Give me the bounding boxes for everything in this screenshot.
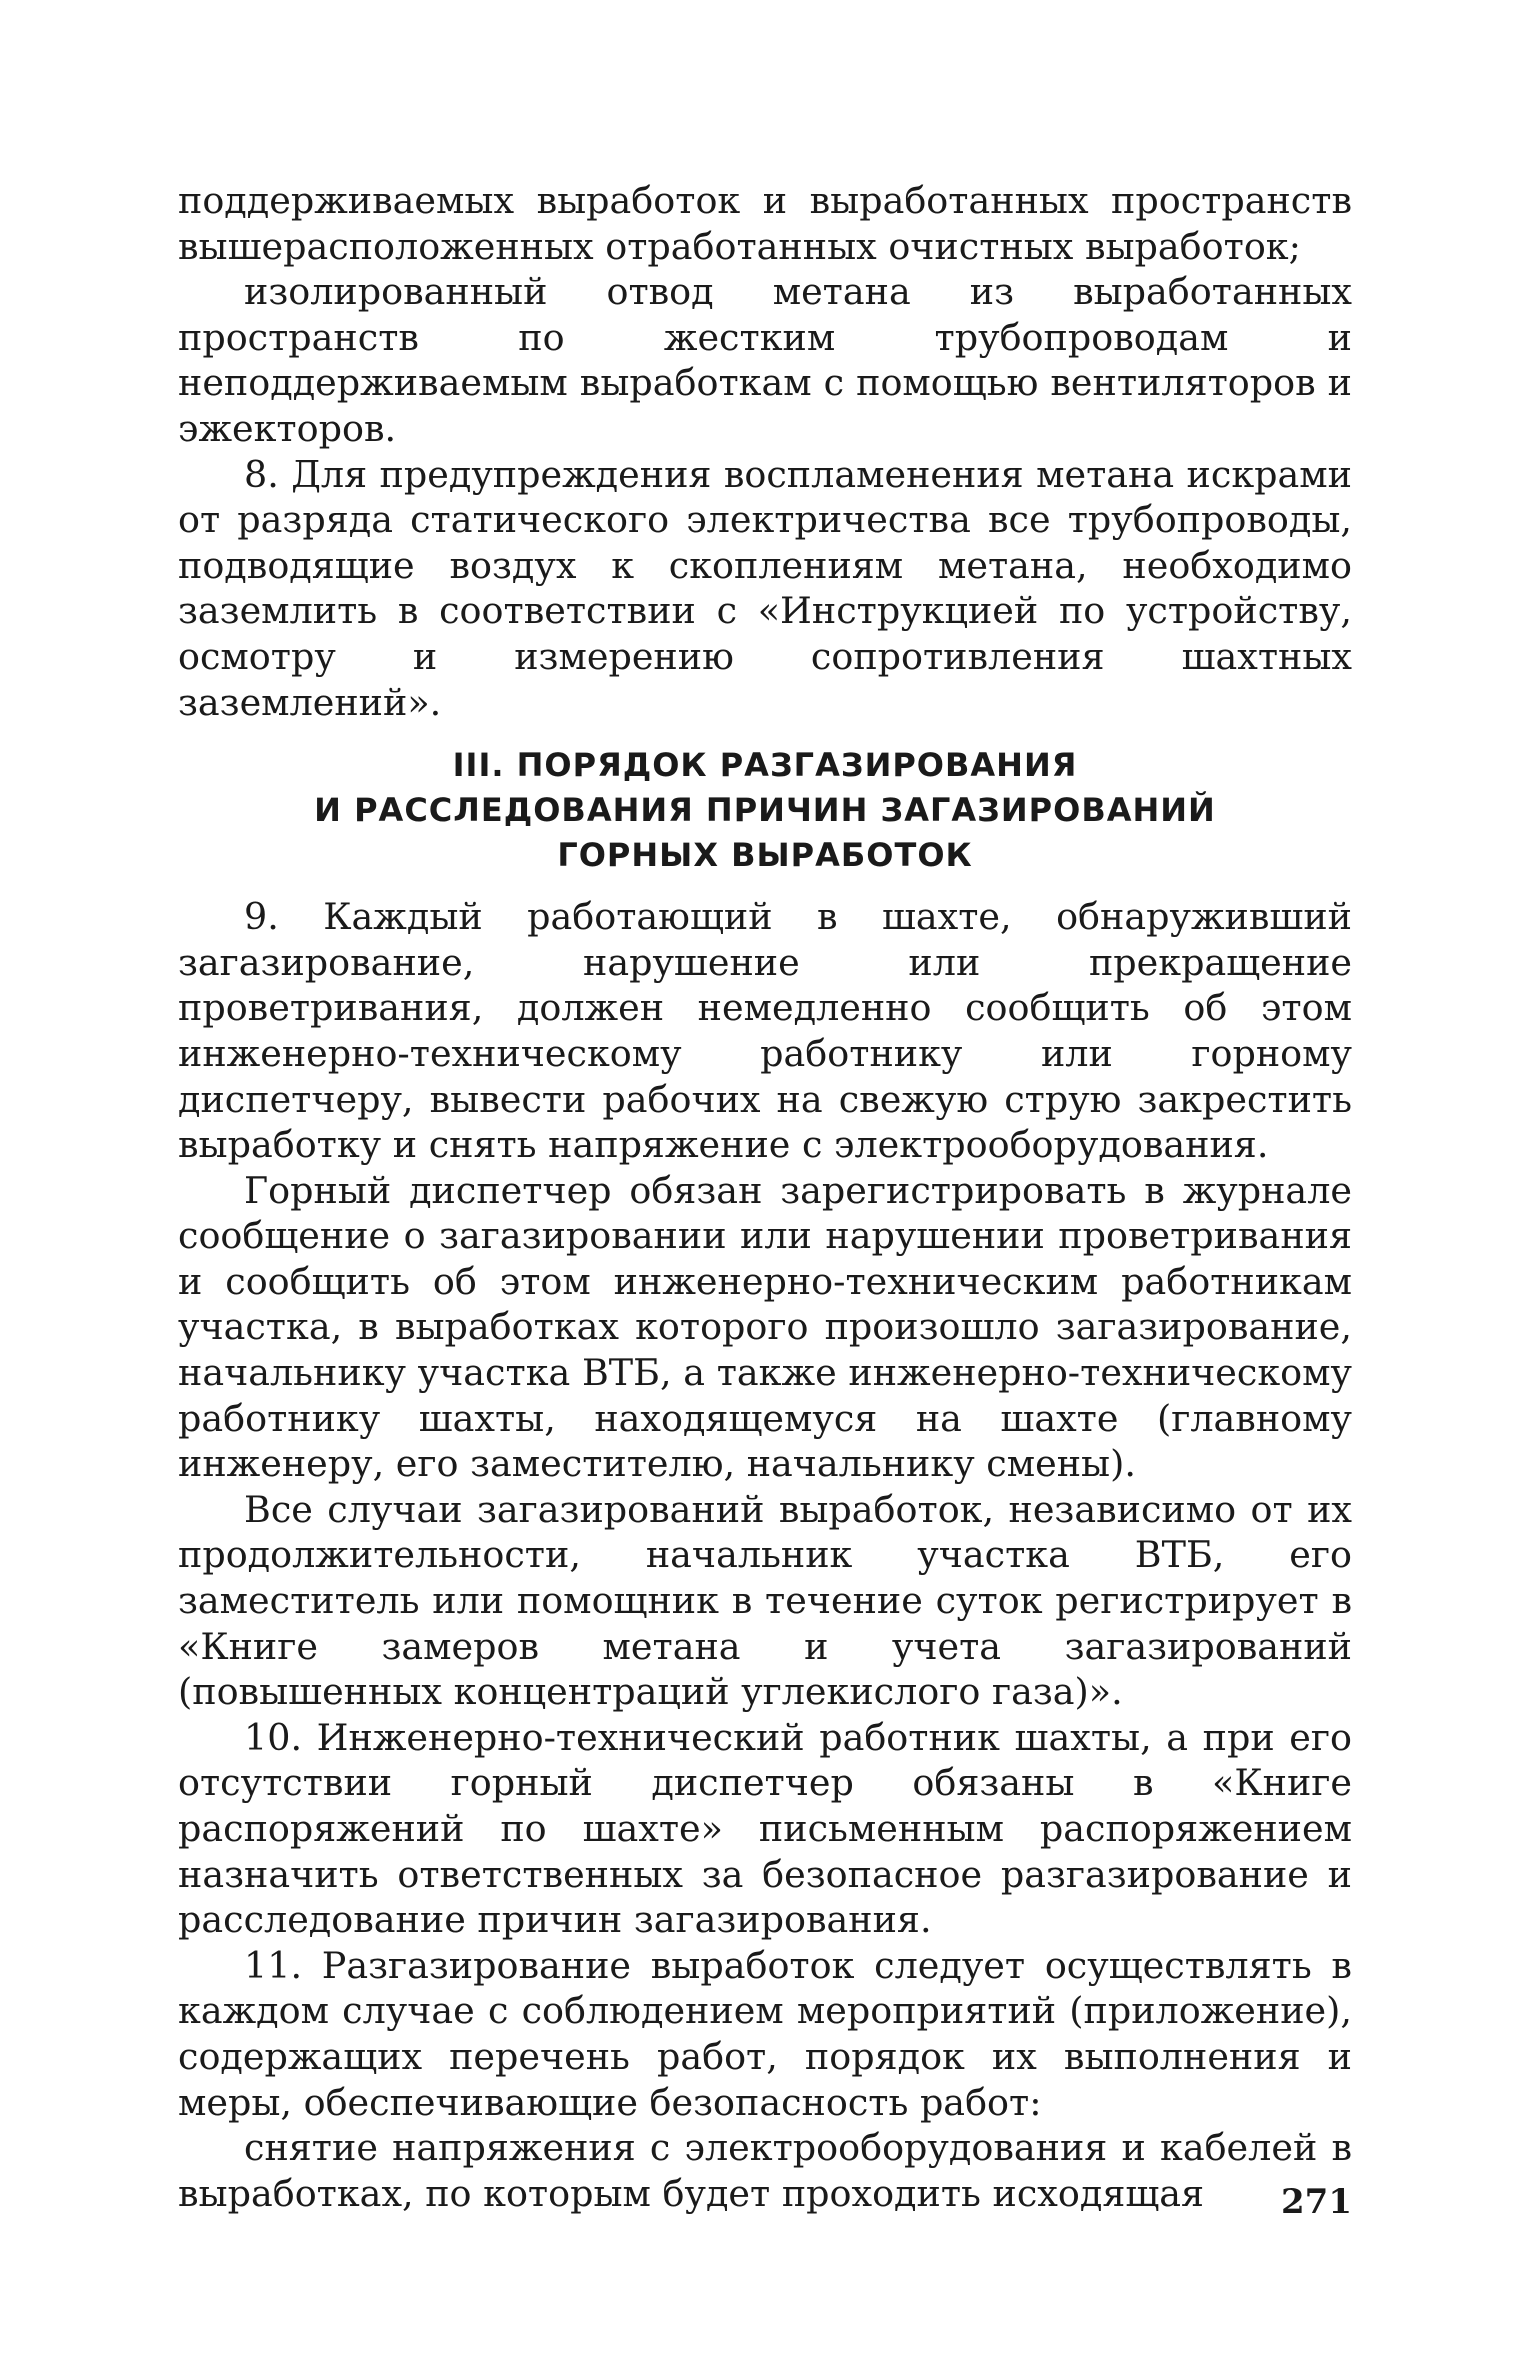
section-heading-line: И РАССЛЕДОВАНИЯ ПРИЧИН ЗАГАЗИРОВАНИЙ bbox=[314, 791, 1216, 830]
paragraph-item-8: 8. Для предупреждения воспламенения метана искрами от разряда статического электричества все трубопроводы, подводящие воздух к скоплениям метана, необходимо заземлить в соответствии с «Инструкцией по устройству, осмотру и измерению сопротивления шахтных заземлений». bbox=[178, 452, 1352, 724]
paragraph: поддерживаемых выработок и выработанных пространств вышерасположенных отработанных очистных выработок; bbox=[178, 179, 1352, 268]
document-page bbox=[178, 178, 1352, 2216]
paragraph: Все случаи загазирований выработок, независимо от их продолжительности, начальник участка ВТБ, его заместитель или помощник в течение суток регистрирует в «Книге замеров метана и учета загазирований (повышенных концентраций углекислого газа)». bbox=[178, 1487, 1352, 1714]
paragraph: изолированный отвод метана из выработанных пространств по жестким трубопроводам и неподдерживаемым выработкам с помощью вентиляторов и эжекторов. bbox=[178, 270, 1352, 450]
section-heading bbox=[178, 743, 1352, 878]
page-number: 271 bbox=[1281, 2182, 1352, 2222]
paragraph: снятие напряжения с электрооборудования и кабелей в выработках, по которым будет проходить исходящая bbox=[178, 2126, 1352, 2215]
paragraph-item-10: 10. Инженерно-технический работник шахты, а при его отсутствии горный диспетчер обязаны в «Книге распоряжений по шахте» письменным распоряжением назначить ответственных за безопасное разгазирование и расследование причин загазирования. bbox=[178, 1715, 1352, 1942]
paragraph: Горный диспетчер обязан зарегистрировать в журнале сообщение о загазировании или нарушении проветривания и сообщить об этом инженерно-техническим работникам участка, в выработках которого произошло загазирование, начальнику участка ВТБ, а также инженерно-техническому работнику шахты, находящемуся на шахте (главному инженеру, его заместителю, начальнику смены). bbox=[178, 1168, 1352, 1486]
paragraph-item-9: 9. Каждый работающий в шахте, обнаруживший загазирование, нарушение или прекращение проветривания, должен немедленно сообщить об этом инженерно-техническому работнику или горному диспетчеру, вывести рабочих на свежую струю закрестить выработку и снять напряжение с электрооборудования. bbox=[178, 895, 1352, 1167]
paragraph-item-11: 11. Разгазирование выработок следует осуществлять в каждом случае с соблюдением мероприятий (приложение), содержащих перечень работ, порядок их выполнения и меры, обеспечивающие безопасность работ: bbox=[178, 1943, 1352, 2124]
section-heading-line: ГОРНЫХ ВЫРАБОТОК bbox=[557, 836, 973, 875]
section-heading-line: III. ПОРЯДОК РАЗГАЗИРОВАНИЯ bbox=[452, 746, 1078, 785]
